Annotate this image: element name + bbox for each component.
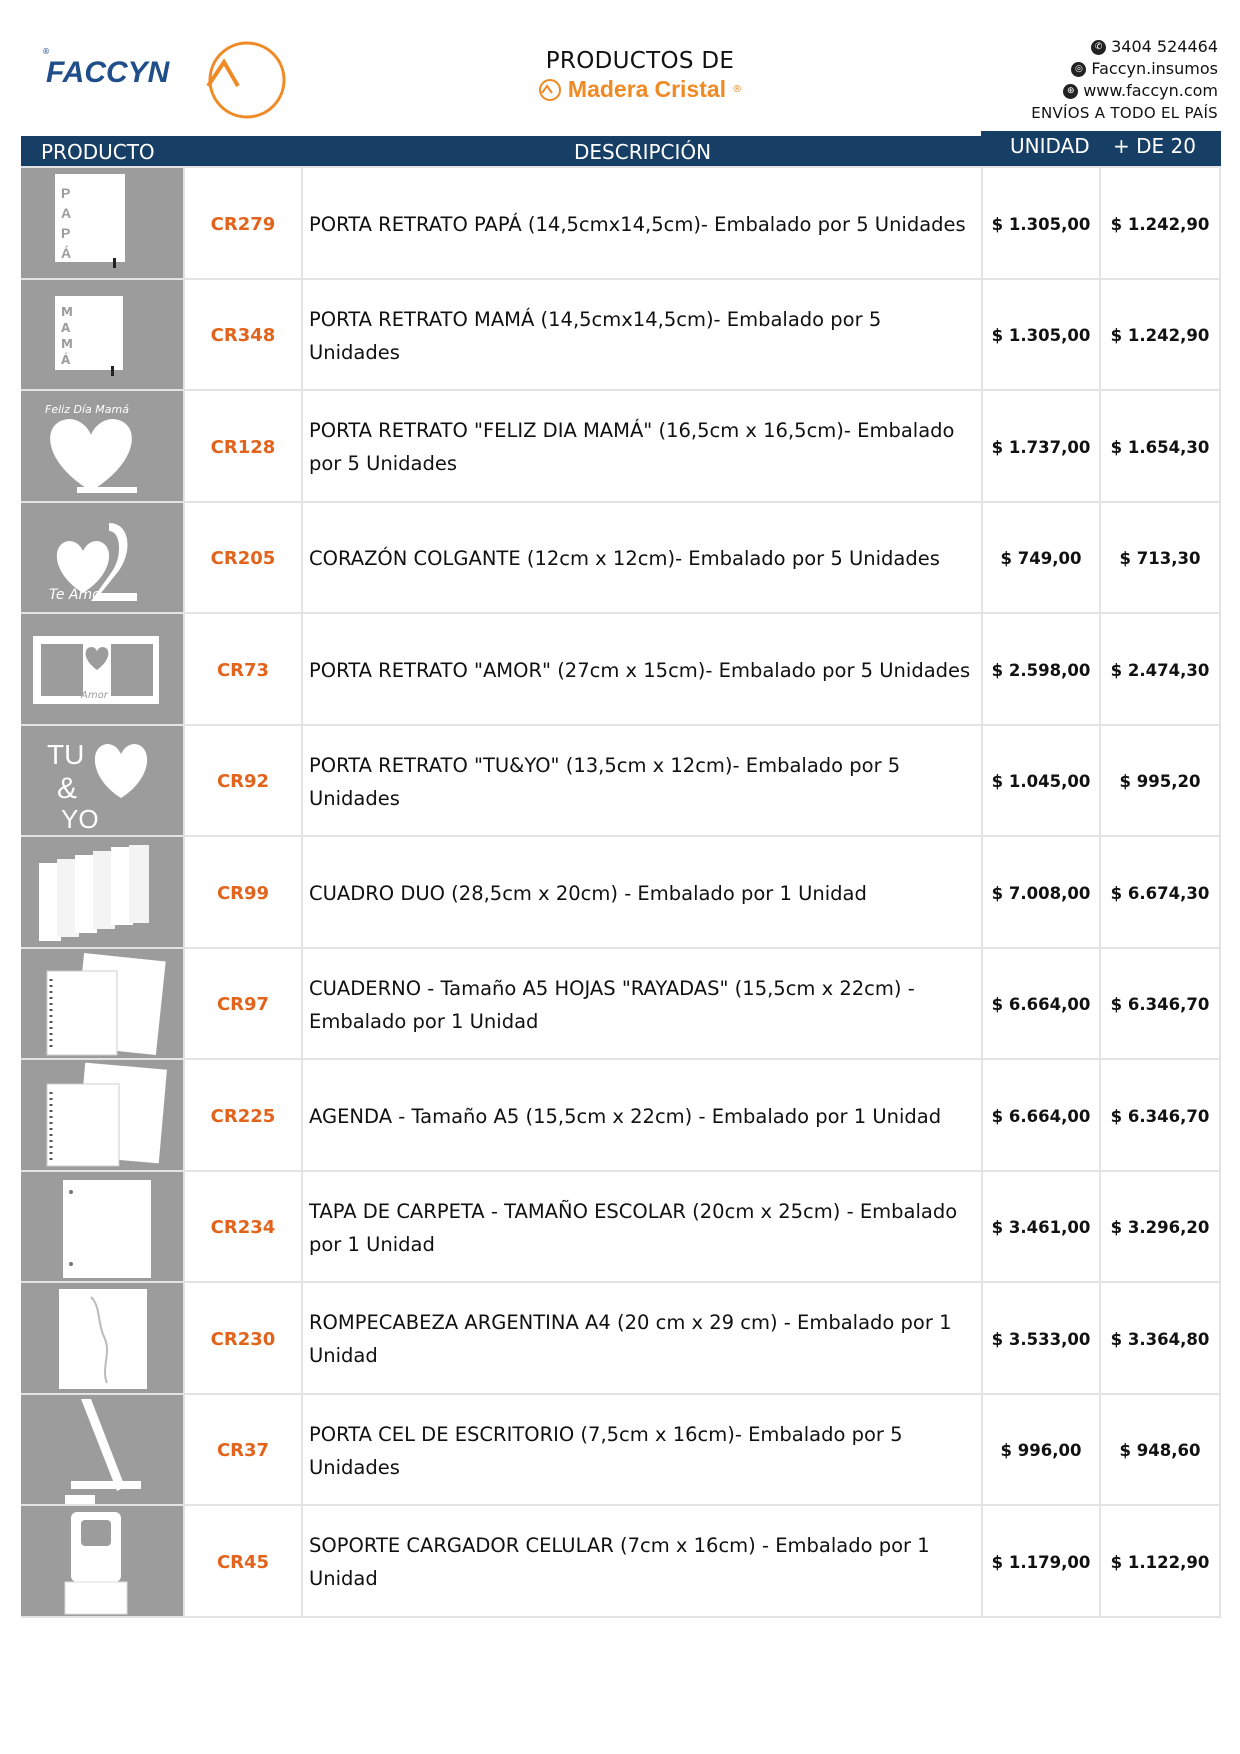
unit-price: $ 7.008,00 bbox=[981, 837, 1099, 949]
product-thumbnail-icon bbox=[21, 1506, 181, 1618]
product-image bbox=[21, 1172, 183, 1284]
svg-text:M: M bbox=[61, 336, 73, 351]
catalog-title bbox=[460, 48, 820, 106]
svg-text:A: A bbox=[61, 205, 72, 221]
product-row bbox=[21, 278, 1221, 390]
product-code: CR234 bbox=[183, 1172, 301, 1284]
shipping-note: ENVÍOS A TODO EL PAÍS bbox=[1031, 104, 1218, 122]
svg-text:A: A bbox=[61, 320, 71, 335]
product-description-text: PORTA RETRATO "AMOR" (27cm x 15cm)- Embalado por 5 Unidades bbox=[309, 658, 971, 682]
product-description-text: CUADERNO - Tamaño A5 HOJAS "RAYADAS" (15,5cm x 22cm) - Embalado por 1 Unidad bbox=[309, 976, 915, 1033]
product-description bbox=[301, 391, 981, 503]
bulk-price: $ 2.474,30 bbox=[1099, 614, 1221, 726]
svg-text:P: P bbox=[61, 185, 71, 201]
bulk-price: $ 995,20 bbox=[1099, 726, 1221, 838]
table-bottom-border bbox=[21, 1616, 1221, 1618]
product-row bbox=[21, 612, 1221, 724]
product-description-text: CORAZÓN COLGANTE (12cm x 12cm)- Embalado por 5 Unidades bbox=[309, 547, 940, 570]
brand-mark-icon bbox=[538, 78, 562, 102]
product-row bbox=[21, 166, 1221, 278]
product-description bbox=[301, 614, 981, 726]
svg-text:&: & bbox=[57, 771, 78, 805]
website-link[interactable]: www.faccyn.com bbox=[1083, 81, 1218, 100]
product-row bbox=[21, 947, 1221, 1059]
bulk-price: $ 1.654,30 bbox=[1099, 391, 1221, 503]
svg-text:Amor: Amor bbox=[81, 690, 108, 701]
product-thumbnail-icon bbox=[21, 168, 181, 280]
svg-text:Á: Á bbox=[61, 352, 71, 367]
phone-number[interactable]: 3404 524464 bbox=[1111, 37, 1218, 56]
bulk-price: $ 1.122,90 bbox=[1099, 1506, 1221, 1618]
brand-registered: ® bbox=[732, 84, 743, 95]
unit-price: $ 3.533,00 bbox=[981, 1283, 1099, 1395]
instagram-icon: ◎ bbox=[1071, 62, 1086, 77]
svg-text:P: P bbox=[61, 225, 71, 241]
product-image bbox=[21, 1283, 183, 1395]
product-code: CR348 bbox=[183, 280, 301, 392]
unit-price: $ 1.179,00 bbox=[981, 1506, 1099, 1618]
unit-price: $ 1.045,00 bbox=[981, 726, 1099, 838]
svg-text:Te Amo: Te Amo bbox=[49, 586, 101, 603]
unit-price: $ 1.305,00 bbox=[981, 168, 1099, 280]
unit-price: $ 996,00 bbox=[981, 1395, 1099, 1507]
logo-text: FACCYN bbox=[46, 56, 170, 89]
product-code: CR205 bbox=[183, 503, 301, 615]
faccyn-logo bbox=[40, 40, 290, 120]
brand-word-madera: Madera bbox=[567, 76, 649, 102]
product-description-text: ROMPECABEZA ARGENTINA A4 (20 cm x 29 cm) - Embalado por 1 Unidad bbox=[309, 1311, 952, 1367]
product-description-text: PORTA RETRATO MAMÁ (14,5cmx14,5cm)- Embalado por 5 Unidades bbox=[309, 307, 882, 364]
unit-price: $ 1.737,00 bbox=[981, 391, 1099, 503]
product-thumbnail-icon bbox=[21, 503, 181, 615]
product-description bbox=[301, 168, 981, 280]
price-table bbox=[21, 131, 1221, 1590]
product-code: CR279 bbox=[183, 168, 301, 280]
bulk-price: $ 948,60 bbox=[1099, 1395, 1221, 1507]
unit-price: $ 3.461,00 bbox=[981, 1172, 1099, 1284]
faccyn-logo-mark bbox=[40, 40, 290, 120]
product-image bbox=[21, 280, 183, 392]
bulk-price: $ 1.242,90 bbox=[1099, 168, 1221, 280]
product-image bbox=[21, 1060, 183, 1172]
product-description-text: PORTA CEL DE ESCRITORIO (7,5cm x 16cm)- Embalado por 5 Unidades bbox=[309, 1422, 903, 1479]
bulk-price: $ 6.346,70 bbox=[1099, 1060, 1221, 1172]
product-image bbox=[21, 391, 183, 503]
bulk-price: $ 6.346,70 bbox=[1099, 949, 1221, 1061]
product-description-text: PORTA RETRATO PAPÁ (14,5cmx14,5cm)- Embalado por 5 Unidades bbox=[309, 212, 966, 236]
contact-info bbox=[918, 36, 1218, 124]
unit-price: $ 749,00 bbox=[981, 503, 1099, 615]
column-bulk-price: + DE 20 bbox=[1113, 134, 1196, 158]
unit-price: $ 1.305,00 bbox=[981, 280, 1099, 392]
product-image bbox=[21, 837, 183, 949]
instagram-handle[interactable]: Faccyn.insumos bbox=[1091, 59, 1218, 78]
product-description bbox=[301, 1172, 981, 1284]
product-row bbox=[21, 1393, 1221, 1505]
whatsapp-icon: ✆ bbox=[1091, 40, 1106, 55]
product-thumbnail-icon bbox=[21, 949, 181, 1061]
unit-price: $ 6.664,00 bbox=[981, 949, 1099, 1061]
product-row bbox=[21, 1058, 1221, 1170]
title-line: PRODUCTOS DE bbox=[545, 48, 735, 74]
product-description bbox=[301, 503, 981, 615]
product-thumbnail-icon bbox=[21, 614, 181, 726]
unit-price: $ 2.598,00 bbox=[981, 614, 1099, 726]
product-code: CR92 bbox=[183, 726, 301, 838]
product-description bbox=[301, 726, 981, 838]
product-thumbnail-icon bbox=[21, 1172, 181, 1284]
column-unit-price: UNIDAD bbox=[1010, 134, 1090, 158]
product-description-text: PORTA RETRATO "TU&YO" (13,5cm x 12cm)- Embalado por 5 Unidades bbox=[309, 753, 901, 810]
product-description bbox=[301, 1395, 981, 1507]
svg-text:Feliz Día Mamá: Feliz Día Mamá bbox=[45, 403, 129, 416]
bulk-price: $ 3.364,80 bbox=[1099, 1283, 1221, 1395]
svg-text:M: M bbox=[61, 304, 73, 319]
svg-text:®: ® bbox=[42, 47, 50, 56]
product-description bbox=[301, 1060, 981, 1172]
bulk-price: $ 713,30 bbox=[1099, 503, 1221, 615]
product-code: CR128 bbox=[183, 391, 301, 503]
bulk-price: $ 1.242,90 bbox=[1099, 280, 1221, 392]
product-thumbnail-icon bbox=[21, 837, 181, 949]
product-thumbnail-icon bbox=[21, 1283, 181, 1395]
svg-text:TU: TU bbox=[47, 738, 85, 770]
product-description bbox=[301, 949, 981, 1061]
product-row bbox=[21, 389, 1221, 501]
product-row bbox=[21, 1170, 1221, 1282]
product-image bbox=[21, 726, 183, 838]
product-description bbox=[301, 1283, 981, 1395]
product-description-text: PORTA RETRATO "FELIZ DIA MAMÁ" (16,5cm x 16,5cm)- Embalado por 5 Unidades bbox=[309, 419, 955, 475]
product-image bbox=[21, 503, 183, 615]
product-code: CR230 bbox=[183, 1283, 301, 1395]
contact-instagram bbox=[918, 58, 1218, 80]
product-code: CR45 bbox=[183, 1506, 301, 1618]
globe-icon: ⊕ bbox=[1063, 84, 1078, 99]
product-thumbnail-icon bbox=[21, 1395, 181, 1507]
product-code: CR73 bbox=[183, 614, 301, 726]
bulk-price: $ 6.674,30 bbox=[1099, 837, 1221, 949]
product-image bbox=[21, 614, 183, 726]
product-thumbnail-icon bbox=[21, 391, 181, 503]
column-product: PRODUCTO bbox=[41, 140, 155, 164]
product-description bbox=[301, 1506, 981, 1618]
product-image bbox=[21, 949, 183, 1061]
product-thumbnail-icon bbox=[21, 1060, 181, 1172]
svg-text:YO: YO bbox=[61, 803, 99, 834]
product-row bbox=[21, 724, 1221, 836]
table-header bbox=[21, 131, 1221, 166]
product-image bbox=[21, 1506, 183, 1618]
product-description bbox=[301, 280, 981, 392]
product-thumbnail-icon bbox=[21, 726, 181, 838]
product-code: CR37 bbox=[183, 1395, 301, 1507]
product-code: CR97 bbox=[183, 949, 301, 1061]
product-description-text: AGENDA - Tamaño A5 (15,5cm x 22cm) - Embalado por 1 Unidad bbox=[309, 1104, 942, 1128]
column-description: DESCRIPCIÓN bbox=[574, 140, 712, 164]
contact-website bbox=[918, 80, 1218, 102]
svg-text:Á: Á bbox=[61, 245, 72, 261]
product-description-text: SOPORTE CARGADOR CELULAR (7cm x 16cm) - Embalado por 1 Unidad bbox=[309, 1534, 930, 1590]
bulk-price: $ 3.296,20 bbox=[1099, 1172, 1221, 1284]
product-row bbox=[21, 1281, 1221, 1393]
product-code: CR99 bbox=[183, 837, 301, 949]
product-row bbox=[21, 1504, 1221, 1616]
product-description bbox=[301, 837, 981, 949]
brand-word-cristal: Cristal bbox=[654, 76, 727, 102]
product-description-text: CUADRO DUO (28,5cm x 20cm) - Embalado por 1 Unidad bbox=[309, 881, 867, 905]
product-description-text: TAPA DE CARPETA - TAMAÑO ESCOLAR (20cm x 25cm) - Embalado por 1 Unidad bbox=[309, 1199, 958, 1256]
product-row bbox=[21, 835, 1221, 947]
brand-name bbox=[538, 76, 742, 103]
product-row bbox=[21, 501, 1221, 613]
product-code: CR225 bbox=[183, 1060, 301, 1172]
product-image bbox=[21, 168, 183, 280]
contact-phone bbox=[918, 36, 1218, 58]
unit-price: $ 6.664,00 bbox=[981, 1060, 1099, 1172]
product-thumbnail-icon bbox=[21, 280, 181, 392]
product-image bbox=[21, 1395, 183, 1507]
